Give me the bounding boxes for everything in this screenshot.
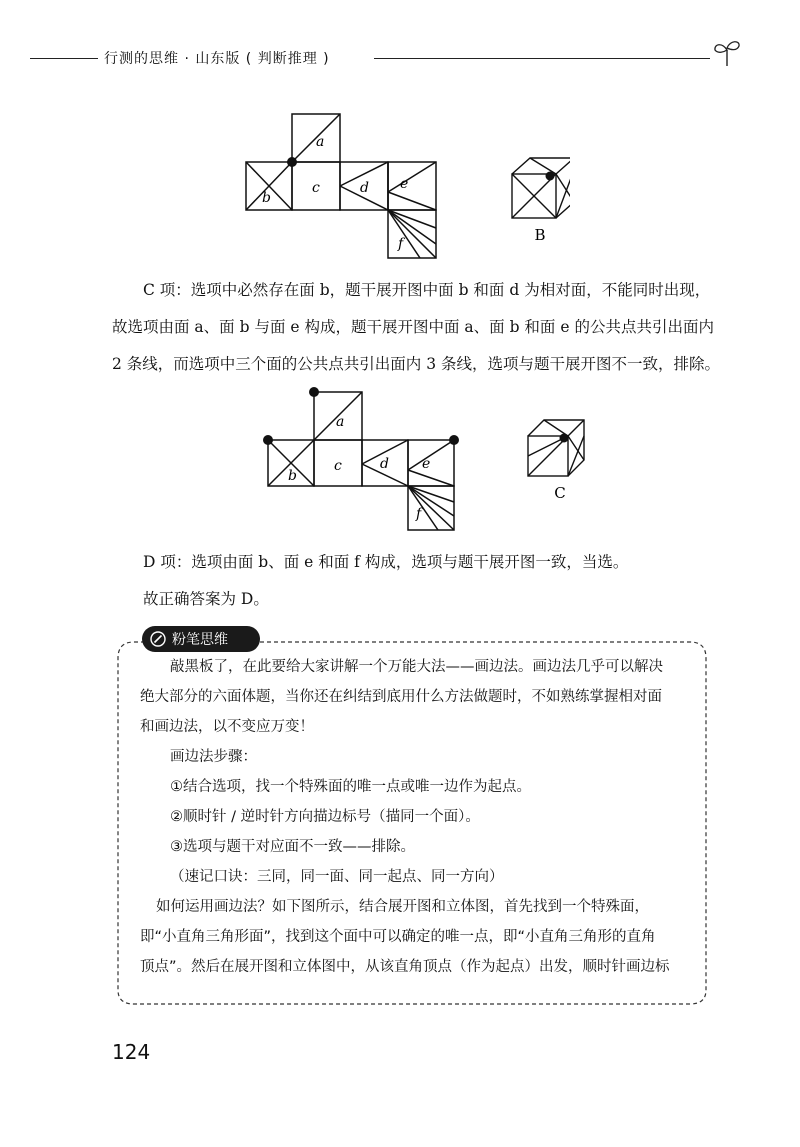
box-line: 顶点”。然后在展开图和立体图中，从该直角顶点（作为起点）出发，顺时针画边标 [140,959,670,975]
figure-b [240,110,570,260]
answer-line: 故正确答案为 D。 [143,590,269,608]
figure-b-svg [240,110,570,260]
figure-c-svg [262,386,592,536]
face-b-label: b [262,190,271,206]
face-e-label: e [422,456,431,472]
face-f-label: f [398,236,404,252]
cube-b [512,158,570,218]
thinking-box [116,632,708,1006]
option-d-line: D 项：选项由面 b、面 e 和面 f 构成，选项与题干展开图一致，当选。 [143,553,629,571]
face-f-label: f [416,506,422,522]
face-c-label: c [312,180,320,196]
page-number: 124 [112,1040,151,1064]
option-c-line: 故选项由面 a、面 b 与面 e 构成，题干展开图中面 a、面 b 和面 e 的公共点共引出面内 [112,318,714,336]
option-c-explanation [112,272,721,383]
face-d-label: d [380,456,389,472]
net-b-marker-dot [287,157,297,167]
pencil-icon [150,631,166,647]
cube-c [528,420,584,476]
header-rule-left [30,58,98,59]
cube-c-marker-dot [560,434,569,443]
running-header [30,46,742,70]
figure-c-caption: C [554,484,566,502]
thinking-badge-label: 粉笔思维 [172,632,228,648]
cube-b-marker-dot [546,172,555,181]
face-e-label: e [400,176,409,192]
figure-b-caption: B [534,226,546,244]
option-c-line: C 项：选项中必然存在面 b，题干展开图中面 b 和面 d 为相对面，不能同时出现， [143,281,711,299]
header-rule-right [374,58,710,59]
figure-c [262,386,592,536]
box-step: ③选项与题干对应面不一致——排除。 [170,839,415,855]
face-c-label: c [334,458,342,474]
face-a-label: a [316,134,325,150]
box-step: ①结合选项，找一个特殊面的唯一点或唯一边作为起点。 [170,779,531,795]
sprout-icon [710,36,744,70]
box-line: 敲黑板了，在此要给大家讲解一个万能大法——画边法。画边法几乎可以解决 [170,659,663,675]
box-line: 即“小直角三角形面”，找到这个面中可以确定的唯一点，即“小直角三角形的直角 [140,929,656,945]
option-c-line: 2 条线，而选项中三个面的公共点共引出面内 3 条线，选项与题干展开图不一致，排除。 [112,355,721,373]
box-line: 绝大部分的六面体题，当你还在纠结到底用什么方法做题时，不如熟练掌握相对面 [140,689,662,705]
box-mnemonic: （速记口诀：三同，同一面、同一起点、同一方向） [170,869,504,885]
thinking-badge [142,626,260,652]
net-c-marker-dot-right [449,435,459,445]
net-c-marker-dot-left [263,435,273,445]
net-c-marker-dot-top [309,387,319,397]
face-d-label: d [360,180,369,196]
thinking-box-text [140,652,688,982]
face-b-label: b [288,468,297,484]
box-line: 如何运用画边法？如下图所示，结合展开图和立体图，首先找到一个特殊面， [156,899,649,915]
face-a-label: a [336,414,345,430]
header-title: 行测的思维 · 山东版 ( 判断推理 ) [104,51,330,67]
box-line: 和画边法，以不变应万变！ [140,719,314,735]
option-d-explanation [112,544,718,618]
box-line: 画边法步骤： [170,749,257,765]
box-step: ②顺时针 / 逆时针方向描边标号（描同一个面）。 [170,809,480,825]
